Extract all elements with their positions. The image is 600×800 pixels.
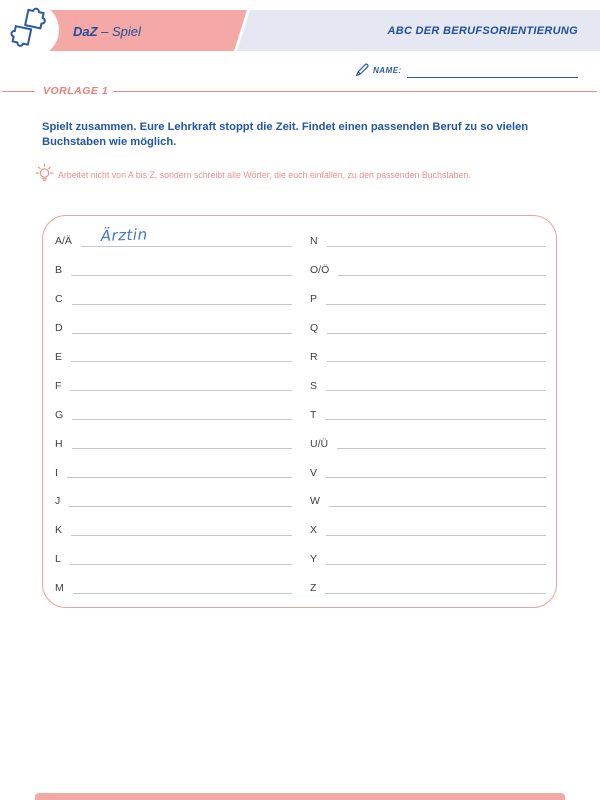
letters-column-right bbox=[310, 224, 546, 600]
letter-row bbox=[310, 224, 546, 253]
vorlage-rule-right bbox=[113, 91, 597, 92]
letter-row bbox=[55, 397, 292, 426]
pencil-icon bbox=[355, 61, 370, 77]
letter-label: B bbox=[55, 264, 63, 277]
letter-label: Q bbox=[310, 322, 319, 335]
series-title: ABC DER BERUFSORIENTIERUNG bbox=[387, 25, 578, 37]
letter-label: Z bbox=[310, 582, 317, 595]
letter-label: A/Ä bbox=[55, 235, 72, 248]
letter-row bbox=[310, 253, 546, 282]
letter-row bbox=[55, 311, 292, 340]
letter-label: R bbox=[310, 350, 318, 363]
letter-label: L bbox=[55, 553, 61, 566]
answer-line bbox=[73, 592, 292, 594]
answer-line bbox=[337, 447, 546, 449]
task-line-2: Buchstaben wie möglich. bbox=[42, 136, 177, 148]
answer-line bbox=[338, 274, 546, 276]
letter-label: N bbox=[310, 235, 318, 248]
answer-line bbox=[326, 563, 546, 565]
task-line-1: Spielt zusammen. Eure Lehrkraft stoppt die Zeit. Findet einen passenden Beruf zu so vielen bbox=[42, 121, 529, 133]
puzzle-pieces-icon bbox=[2, 1, 60, 59]
task-instructions bbox=[42, 120, 587, 150]
letter-row bbox=[55, 571, 292, 600]
letter-row bbox=[55, 484, 292, 513]
answer-line bbox=[69, 505, 292, 507]
answer-line bbox=[81, 225, 292, 247]
letter-label: T bbox=[310, 408, 317, 421]
answer-line bbox=[70, 563, 292, 565]
letter-label: M bbox=[55, 582, 64, 595]
letter-label: U/Ü bbox=[310, 437, 329, 450]
template-label: VORLAGE 1 bbox=[43, 85, 109, 97]
letter-label: F bbox=[55, 379, 62, 392]
letter-row bbox=[55, 426, 292, 455]
answer-line bbox=[329, 505, 546, 507]
answer-line bbox=[326, 534, 546, 536]
letter-row bbox=[310, 340, 546, 369]
letter-row bbox=[310, 282, 546, 311]
letter-row bbox=[55, 542, 292, 571]
letter-row bbox=[55, 253, 292, 282]
product-label-bold: DaZ bbox=[73, 24, 98, 39]
letter-label: O/Ö bbox=[310, 264, 330, 277]
letter-label: K bbox=[55, 524, 63, 537]
product-label bbox=[73, 24, 141, 39]
letter-row bbox=[310, 484, 546, 513]
letter-row bbox=[55, 368, 292, 397]
handwritten-answer: Ärztin bbox=[100, 225, 148, 245]
tip-text: Arbeitet nicht von A bis Z, sondern schreibt alle Wörter, die euch einfallen, zu den passenden Buchstaben. bbox=[58, 170, 471, 180]
letter-label: G bbox=[55, 408, 64, 421]
letter-row bbox=[55, 282, 292, 311]
letter-label: S bbox=[310, 379, 318, 392]
letter-label: X bbox=[310, 524, 318, 537]
letter-label: J bbox=[55, 495, 61, 508]
answer-line bbox=[327, 332, 546, 334]
letter-row bbox=[310, 542, 546, 571]
answer-line bbox=[326, 389, 546, 391]
answer-line bbox=[325, 418, 546, 420]
product-label-rest: – Spiel bbox=[97, 24, 141, 39]
answer-line bbox=[71, 534, 292, 536]
letter-row bbox=[310, 455, 546, 484]
letters-column-left bbox=[55, 224, 292, 600]
answer-line bbox=[325, 592, 546, 594]
letter-row bbox=[310, 311, 546, 340]
letter-label: C bbox=[55, 293, 63, 306]
answer-line bbox=[70, 389, 292, 391]
letter-label: H bbox=[55, 437, 63, 450]
answer-line bbox=[327, 360, 546, 362]
letter-row bbox=[310, 571, 546, 600]
lightbulb-icon bbox=[35, 163, 54, 184]
letter-label: P bbox=[310, 293, 318, 306]
answer-line bbox=[326, 303, 546, 305]
answer-line bbox=[72, 418, 292, 420]
letter-label: I bbox=[55, 466, 58, 479]
answer-line bbox=[67, 476, 292, 478]
answer-line bbox=[327, 245, 546, 247]
letter-row bbox=[55, 455, 292, 484]
next-page-edge-band bbox=[35, 793, 565, 800]
letter-row bbox=[310, 426, 546, 455]
answer-line bbox=[72, 447, 292, 449]
vorlage-rule-left bbox=[2, 91, 35, 92]
letter-label: W bbox=[310, 495, 320, 508]
letter-label: V bbox=[310, 466, 318, 479]
answer-line bbox=[72, 332, 292, 334]
answer-line bbox=[72, 303, 292, 305]
letter-row bbox=[55, 340, 292, 369]
letter-label: Y bbox=[310, 553, 318, 566]
name-input-line bbox=[407, 77, 578, 78]
name-label: NAME: bbox=[373, 66, 402, 75]
letter-row bbox=[310, 368, 546, 397]
letter-row bbox=[55, 513, 292, 542]
answer-line bbox=[71, 274, 292, 276]
answer-line bbox=[71, 360, 292, 362]
letter-row bbox=[310, 397, 546, 426]
letter-label: D bbox=[55, 322, 63, 335]
letter-row bbox=[55, 224, 292, 253]
letter-row bbox=[310, 513, 546, 542]
answer-line bbox=[326, 476, 546, 478]
letter-label: E bbox=[55, 350, 63, 363]
